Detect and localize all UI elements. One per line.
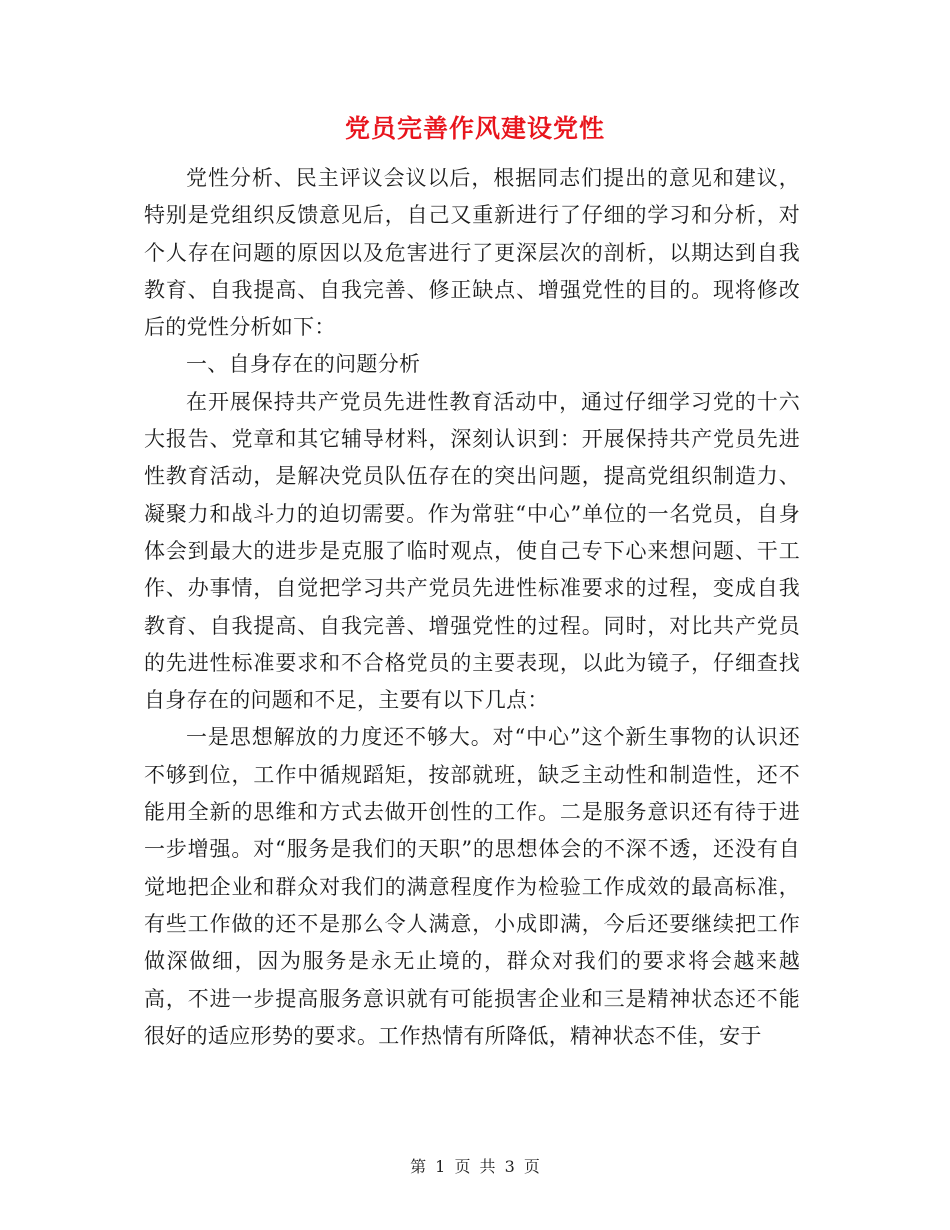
paragraph-problems-list: 一是思想解放的力度还不够大。对“中心”这个新生事物的认识还不够到位，工作中循规蹈矩，按部就班，缺乏主动性和制造性，还不能用全新的思维和方式去做开创性的工作。二是服务意识还有待于进一步增强。对“服务是我们的天职”的思想体会的不深不透，还没有自觉地把企业和群众对我们的满意程度作为检验工作成效的最高标准，有些工作做的还不是那么令人满意，小成即满，今后还要继续把工作做深做细，因为服务是永无止境的，群众对我们的要求将会越来越高，不进一步提高服务意识就有可能损害企业和三是精神状态还不能很好的适应形势的要求。工作热情有所降低，精神状态不佳，安于 [144, 725, 800, 1048]
section-heading: 一、自身存在的问题分析 [186, 352, 421, 377]
paragraph-intro: 党性分析、民主评议会议以后，根据同志们提出的意见和建议，特别是党组织反馈意见后，自己又重新进行了仔细的学习和分析，对个人存在问题的原因以及危害进行了更深层次的剖析，以期达到自我教育、自我提高、自我完善、修正缺点、增强党性的目的。现将修改后的党性分析如下： [144, 166, 800, 340]
document-body [144, 160, 800, 1055]
document-title: 党员完善作风建设党性 [344, 114, 605, 143]
paragraph-education-activity: 在开展保持共产党员先进性教育活动中，通过仔细学习党的十六大报告、党章和其它辅导材料，深刻认识到：开展保持共产党员先进性教育活动，是解决党员队伍存在的突出问题，提高党组织制造力、凝聚力和战斗力的迫切需要。作为常驻“中心”单位的一名党员，自身体会到最大的进步是克服了临时观点，使自己专下心来想问题、干工作、办事情，自觉把学习共产党员先进性标准要求的过程，变成自我教育、自我提高、自我完善、增强党性的过程。同时，对比共产党员的先进性标准要求和不合格党员的主要表现，以此为镜子，仔细查找自身存在的问题和不足，主要有以下几点： [144, 389, 800, 713]
page-number-footer: 第 1 页 共 3 页 [410, 1157, 540, 1176]
